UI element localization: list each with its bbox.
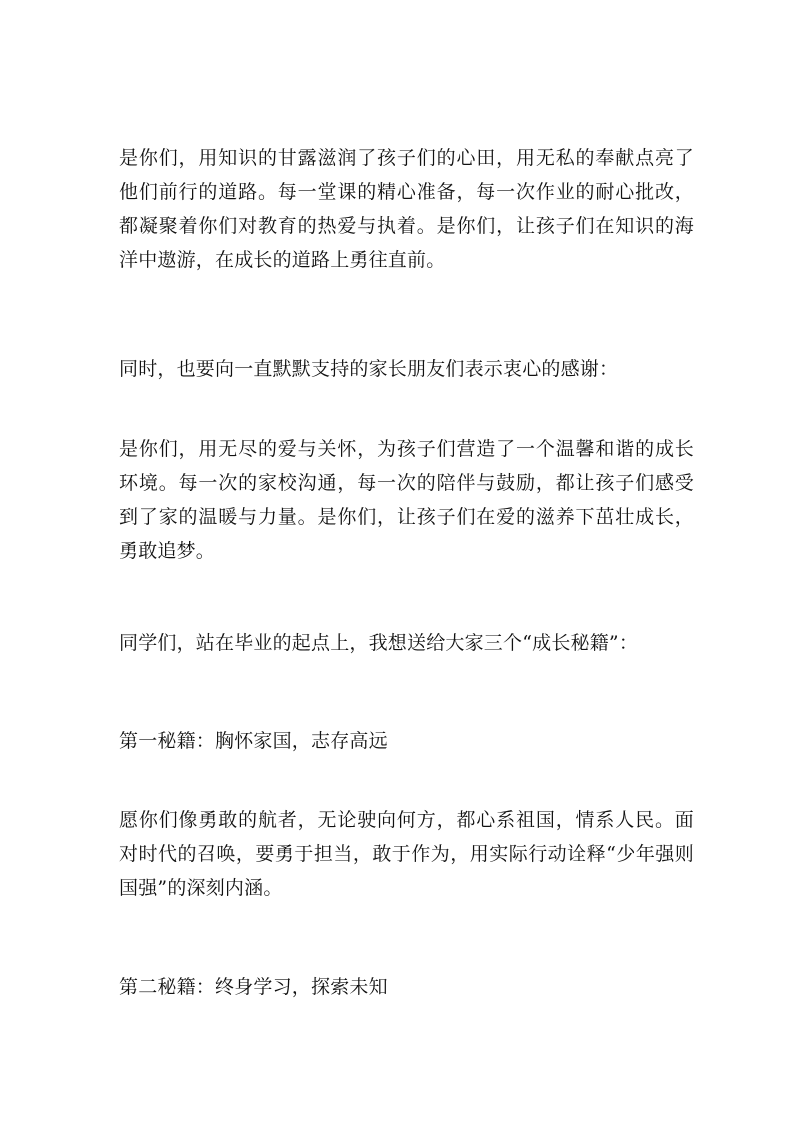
paragraph-thanks-parents: 是你们，用无尽的爱与关怀，为孩子们营造了一个温馨和谐的成长环境。每一次的家校沟通，每一次的陪伴与鼓励，都让孩子们感受到了家的温暖与力量。是你们，让孩子们在爱的滋养下茁壮成长，勇敢追梦。 (119, 438, 694, 562)
heading-second-secret: 第二秘籍：终身学习，探索未知 (119, 976, 388, 998)
heading-first-secret: 第一秘籍：胸怀家国，志存高远 (119, 730, 388, 752)
paragraph-growth-secrets-intro: 同学们，站在毕业的起点上，我想送给大家三个“成长秘籍”： (119, 632, 639, 654)
paragraph-first-secret: 愿你们像勇敢的航者，无论驶向何方，都心系祖国，情系人民。面对时代的召唤，要勇于担当，敢于作为，用实际行动诠释“少年强则国强”的深刻内涵。 (119, 809, 694, 899)
paragraph-thanks-teachers: 是你们，用知识的甘露滋润了孩子们的心田，用无私的奉献点亮了他们前行的道路。每一堂课的精心准备，每一次作业的耐心批改，都凝聚着你们对教育的热爱与执着。是你们，让孩子们在知识的海洋中遨游，在成长的道路上勇往直前。 (119, 147, 694, 271)
paragraph-thanks-parents-intro: 同时，也要向一直默默支持的家长朋友们表示衷心的感谢： (119, 358, 619, 380)
